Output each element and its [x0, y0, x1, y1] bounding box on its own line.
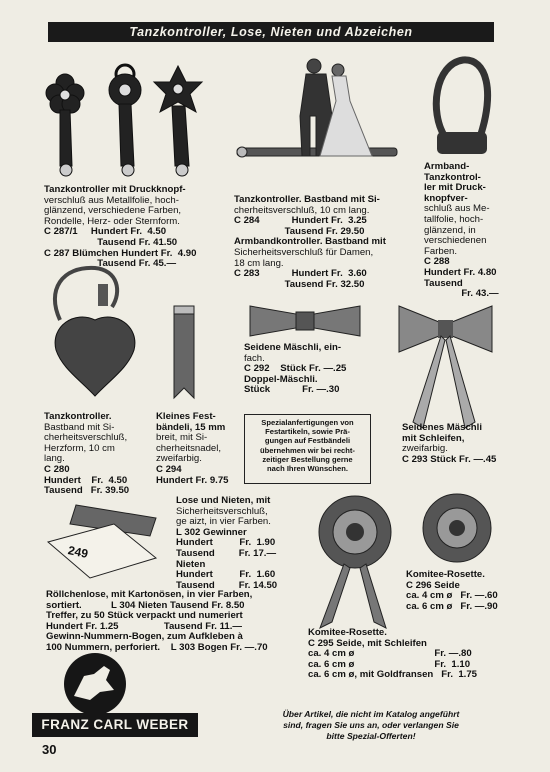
text-line: C 284 Hundert Fr. 3.25: [234, 215, 367, 227]
text-line: fach.: [244, 352, 265, 364]
block11-list: [308, 628, 477, 681]
block-druckknopf-controller: [44, 185, 196, 270]
armband-controller-illustration: [425, 52, 500, 162]
text-line: Herzform, 10 cm: [44, 442, 115, 454]
rosette-ribbons-illustration: [312, 492, 398, 632]
text-line: Komitee-Rosette.: [308, 627, 387, 638]
text-line: C 293 Stück Fr. —.45: [402, 453, 497, 465]
fest-ribbon-illustration: [168, 302, 200, 402]
text-line: cherheitsverschluß, 10 cm lang.: [234, 204, 370, 216]
text-line: Tausend Fr. 39.50: [44, 485, 130, 497]
block9-list: [46, 590, 268, 654]
block2-list: [234, 195, 386, 290]
text-line: Sicherheitsverschluß,: [176, 505, 268, 517]
text-line: ca. 4 cm ø Fr. —.60: [406, 590, 498, 602]
text-line: 18 cm lang.: [234, 257, 284, 269]
special-line: übernehmen wir bei recht-: [260, 445, 355, 455]
text-line: C 288: [424, 256, 450, 268]
text-line: Nieten: [176, 558, 206, 570]
text-line: Tausend Fr. 32.50: [234, 278, 365, 290]
silk-bow-ribbons-illustration: [393, 300, 498, 430]
text-line: Gewinn-Nummern-Bogen, zum Aufkleben à: [46, 631, 243, 643]
heart-controller-illustration: [40, 262, 150, 402]
text-line: Tanzkontrol-: [424, 171, 481, 183]
text-line: Lose und Nieten, mit: [176, 495, 271, 506]
lottery-tickets-illustration: [46, 500, 166, 580]
text-line: Fr. 43.—: [424, 288, 499, 300]
text-line: Röllchenlose, mit Kartonösen, in vier Farben,: [46, 589, 253, 600]
special-line: Spezialanfertigungen von: [261, 418, 354, 427]
text-line: Tanzkontroller. Bastband mit Si-: [234, 194, 380, 205]
special-line: Festartikeln, sowie Prä-: [265, 427, 350, 437]
silk-bow-illustration: [246, 302, 364, 340]
text-line: Tausend Fr. 41.50: [44, 236, 178, 248]
text-line: C 283 Hundert Fr. 3.60: [234, 268, 367, 280]
text-line: Tausend Fr. 17.—: [176, 547, 277, 559]
footer-line: Über Artikel, die nicht im Katalog angeführt: [282, 709, 460, 719]
text-line: Tanzkontroller mit Druckknopf-: [44, 184, 186, 195]
text-line: Rondelle, Herz- oder Sternform.: [44, 215, 180, 227]
dance-controllers-illustration: [40, 58, 205, 183]
text-line: Hundert Fr. 9.75: [156, 474, 229, 486]
text-line: tallfolie, hoch-: [424, 213, 484, 225]
block10-list: [406, 570, 498, 612]
text-line: ca. 6 cm ø Fr. 1.10: [308, 658, 471, 670]
text-line: C 295 Seide, mit Schleifen: [308, 637, 427, 649]
block-komitee-rosette-ribbons: [308, 628, 477, 681]
footer-line: bitte Spezial-Offerten!: [326, 731, 416, 741]
text-line: C 294: [156, 463, 182, 475]
text-line: Hundert Fr. 1.90: [176, 537, 276, 549]
block1-list: [44, 185, 196, 270]
text-line: Hundert Fr. 4.50: [44, 474, 128, 486]
block-fest-baendeli: [156, 412, 229, 486]
text-line: zweifarbig.: [402, 443, 448, 455]
dancing-couple-illustration: [232, 56, 412, 176]
text-line: Farben.: [424, 245, 458, 257]
footer-note: [236, 709, 506, 742]
text-line: C 292 Stück Fr. —.25: [244, 363, 347, 375]
text-line: Armband-: [424, 161, 470, 172]
rosette-illustration: [420, 492, 494, 564]
text-line: Tausend: [424, 277, 463, 289]
text-line: ca. 6 cm ø Fr. —.90: [406, 600, 498, 612]
horse-logo-illustration: [60, 652, 130, 716]
page-number: 30: [42, 742, 57, 757]
text-line: Bastband mit Si-: [44, 421, 115, 433]
text-line: Sicherheitsverschluß für Damen,: [234, 246, 374, 258]
block-komitee-rosette-small: [406, 570, 498, 612]
franz-carl-weber-logo: FRANZ CARL WEBER: [32, 713, 198, 737]
text-line: L 302 Gewinner: [176, 526, 247, 538]
special-line: gungen auf Festbändeli: [264, 436, 351, 446]
text-line: mit Schleifen,: [402, 432, 465, 444]
special-line: nach Ihren Wünschen.: [266, 464, 348, 474]
text-line: ge aizt, in vier Farben.: [176, 516, 271, 528]
text-line: cherheitsverschluß,: [44, 432, 128, 444]
text-line: ca. 6 cm ø, mit Goldfransen Fr. 1.75: [308, 669, 478, 681]
block-heart-controller: [44, 412, 129, 497]
special-orders-box: [244, 414, 371, 484]
text-line: Tausend Fr. 29.50: [234, 225, 365, 237]
text-line: C 287/1 Hundert Fr. 4.50: [44, 226, 167, 238]
text-line: verschluß aus Metallfolie, hoch-: [44, 194, 179, 206]
special-line: zeitiger Bestellung gerne: [262, 454, 353, 464]
text-line: 100 Nummern, perforiert. L 303 Bogen Fr. —.70: [46, 641, 268, 653]
text-line: Hundert Fr. 1.25 Tausend Fr. 11.—: [46, 620, 243, 632]
block-roellchenlose: [46, 590, 268, 654]
text-line: Tanzkontroller.: [44, 411, 112, 422]
block7-list: [402, 423, 496, 465]
ticket-number: 249: [66, 543, 90, 561]
text-line: Stück Fr. —.30: [244, 384, 340, 396]
text-line: C 296 Seide: [406, 579, 460, 591]
text-line: Seidenes Mäschli: [402, 422, 482, 433]
block-seidene-maeschli: [244, 343, 346, 396]
text-line: Armbandkontroller. Bastband mit: [234, 236, 386, 248]
block5-list: [156, 412, 229, 486]
text-line: cherheitsnadel,: [156, 442, 222, 454]
special-list: [245, 418, 370, 473]
block-lose-nieten: [176, 496, 277, 591]
text-line: zweifarbig.: [156, 453, 202, 465]
text-line: Seidene Mäschli, ein-: [244, 342, 342, 353]
text-line: Tausend Fr. 14.50: [176, 579, 278, 591]
text-line: lang.: [44, 453, 65, 465]
text-line: Kleines Fest-: [156, 411, 216, 422]
text-line: Treffer, zu 50 Stück verpackt und numeriert: [46, 610, 243, 622]
text-line: Komitee-Rosette.: [406, 569, 485, 580]
text-line: C 287 Blümchen Hundert Fr. 4.90: [44, 247, 197, 259]
text-line: verschiedenen: [424, 235, 487, 247]
block8-list: [176, 496, 277, 591]
footer-line: sind, fragen Sie uns an, oder verlangen Sie: [283, 720, 459, 730]
text-line: Doppel-Mäschli.: [244, 373, 318, 385]
block3-list: [424, 162, 499, 300]
text-line: glänzend, verschiedene Farben,: [44, 205, 182, 217]
text-line: sortiert. L 304 Nieten Tausend Fr. 8.50: [46, 599, 245, 611]
section-banner: Tanzkontroller, Lose, Nieten und Abzeichen: [48, 22, 494, 42]
text-line: Tausend Fr. 45.—: [44, 258, 177, 270]
block6-list: [244, 343, 346, 396]
block-maeschli-schleifen: [402, 423, 496, 465]
text-line: Hundert Fr. 1.60: [176, 569, 276, 581]
text-line: glänzend, in: [424, 224, 476, 236]
block-armband-controller: [424, 162, 499, 300]
text-line: breit, mit Si-: [156, 432, 208, 444]
text-line: Hundert Fr. 4.80: [424, 266, 497, 278]
text-line: ler mit Druck-: [424, 182, 486, 194]
block4-list: [44, 412, 129, 497]
block-bastband-controller: [234, 195, 386, 290]
text-line: bändeli, 15 mm: [156, 421, 226, 433]
text-line: schluß aus Me-: [424, 203, 490, 215]
text-line: C 280: [44, 463, 70, 475]
text-line: ca. 4 cm ø Fr. —.80: [308, 648, 472, 660]
text-line: knopfver-: [424, 192, 468, 204]
